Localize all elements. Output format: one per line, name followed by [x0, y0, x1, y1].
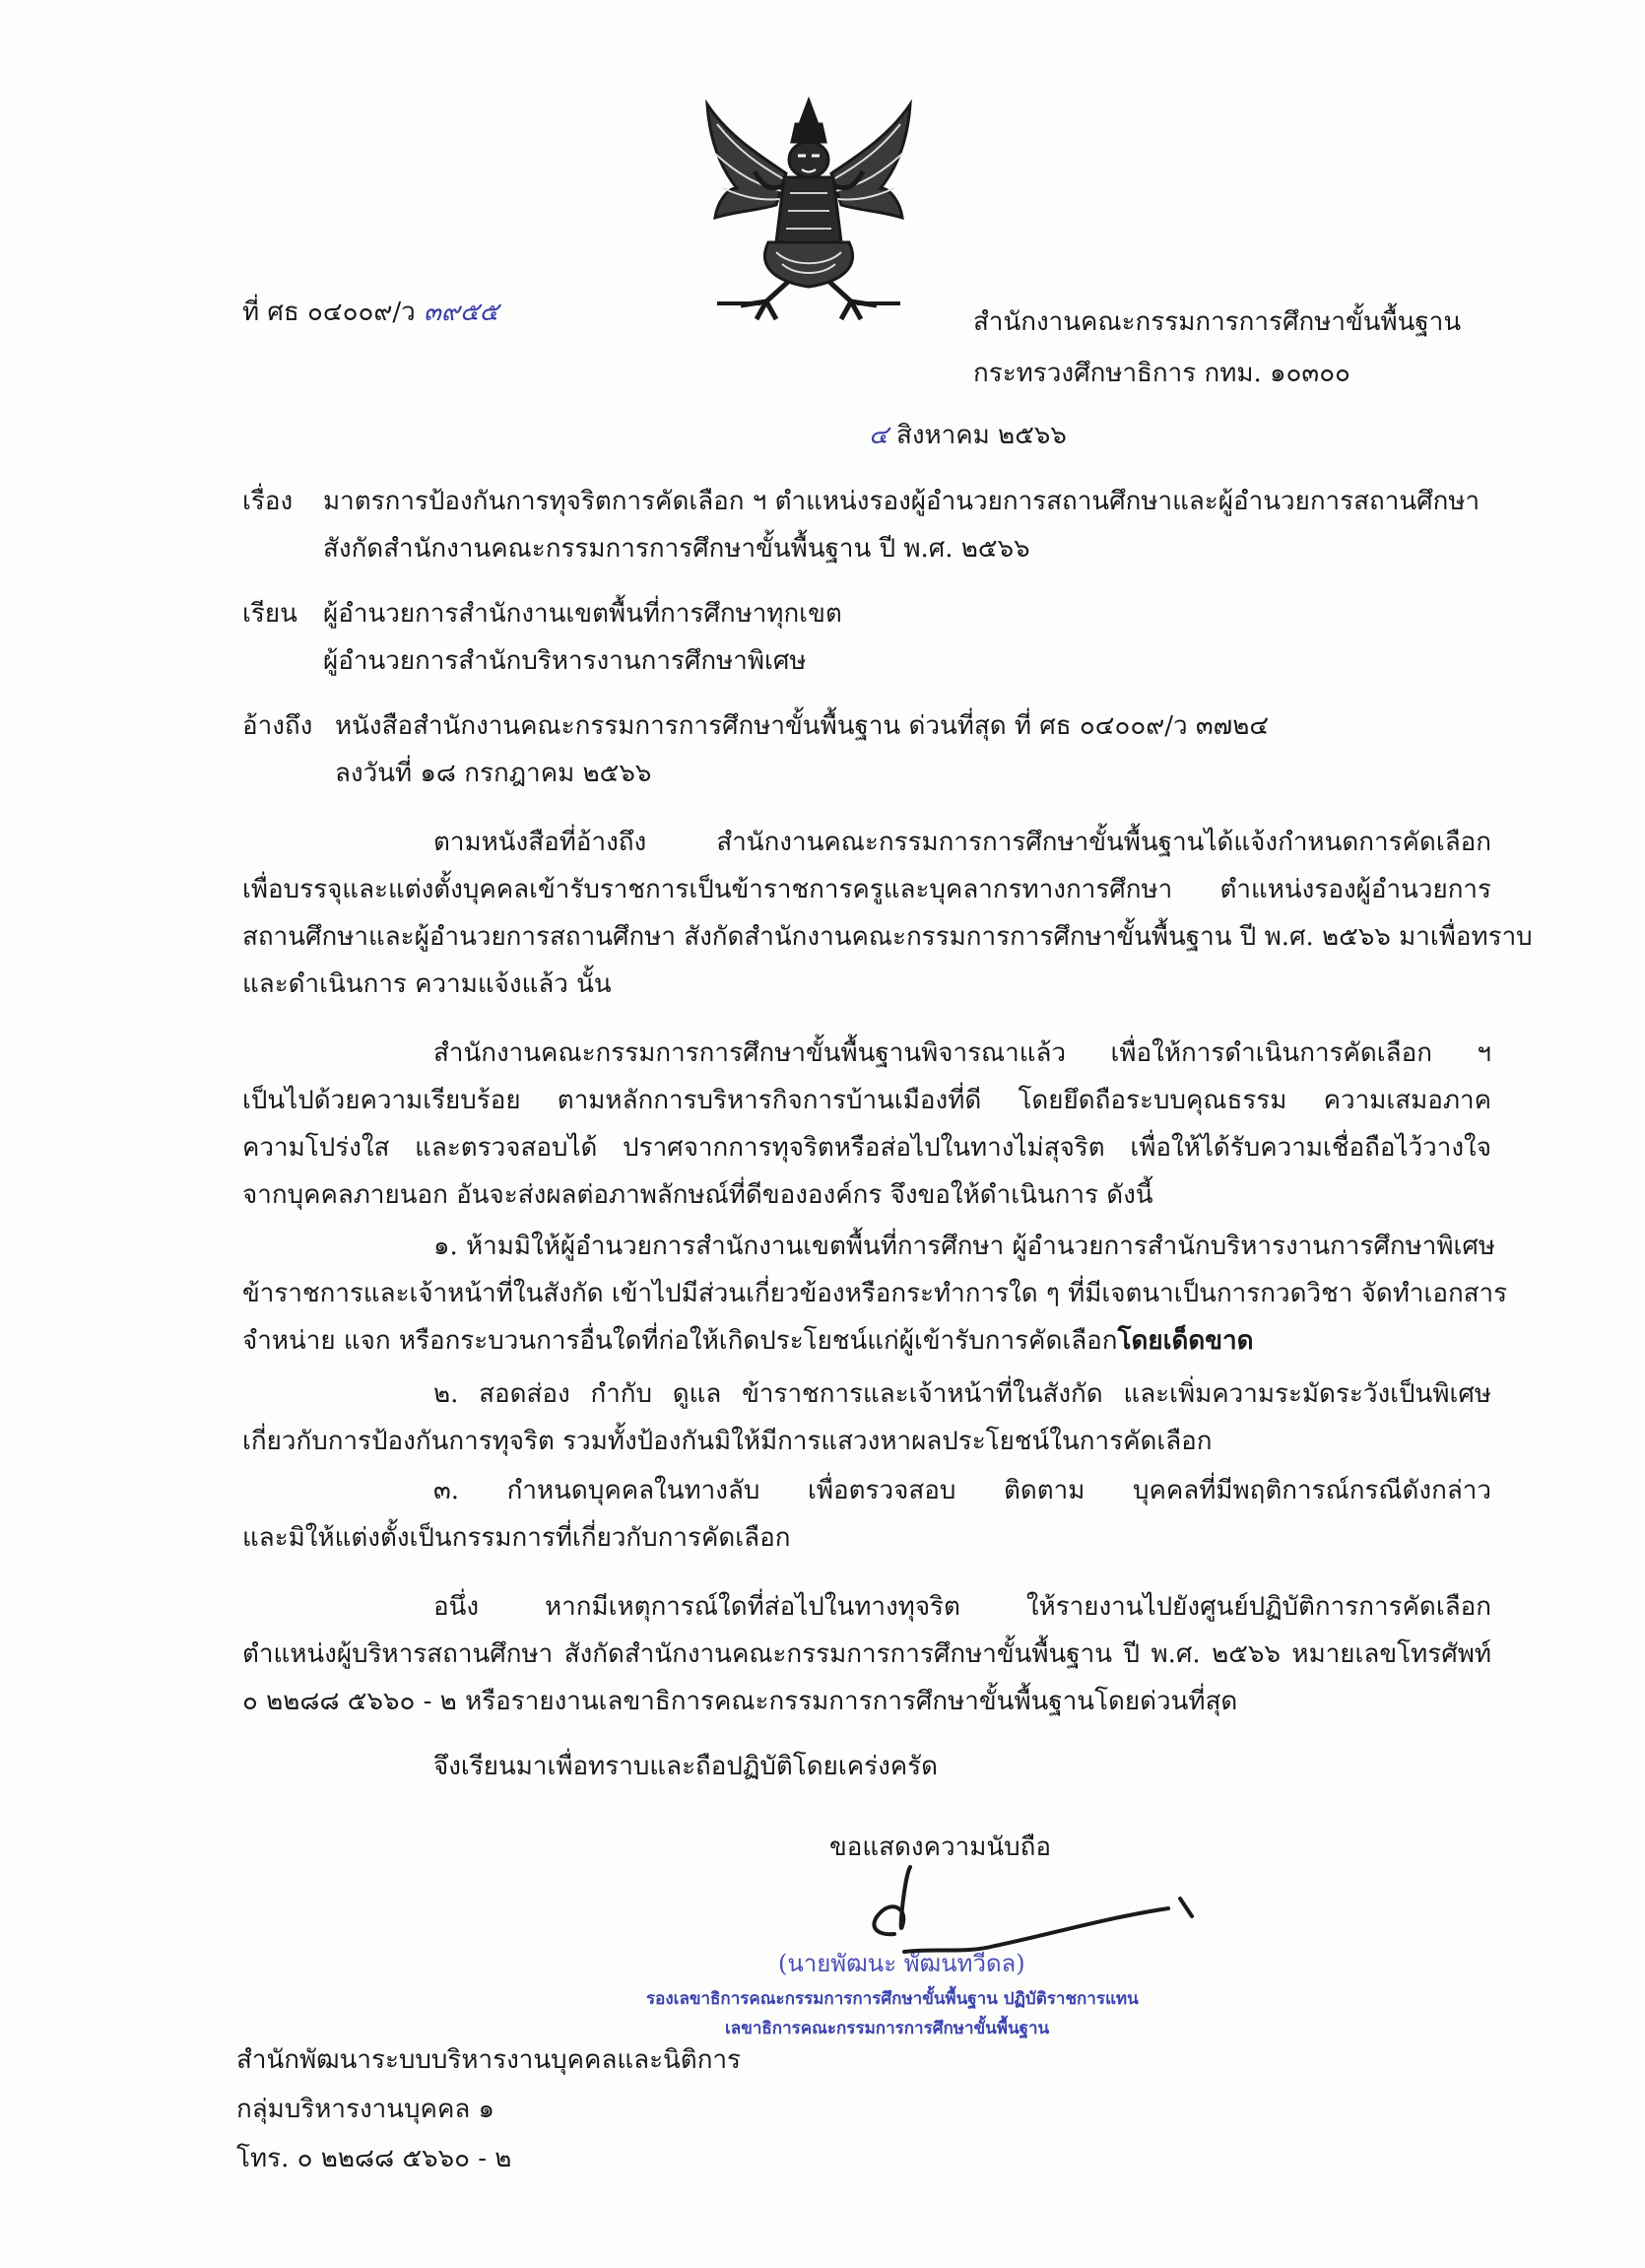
recipient-label: เรียน: [242, 599, 297, 629]
paragraph2-line3: ความโปร่งใส และตรวจสอบได้ ปราศจากการทุจริตหรือส่อไปในทางไม่สุจริต เพื่อให้ได้รับความเชื่อถือไว้วางใจ: [242, 1133, 1491, 1163]
item1-emphasis: โดยเด็ดขาด: [1117, 1326, 1254, 1356]
reference-line2: ลงวันที่ ๑๘ กรกฎาคม ๒๕๖๖: [335, 759, 652, 788]
signatory-title-stamp-line2: เลขาธิการคณะกรรมการการศึกษาขั้นพื้นฐาน: [725, 2019, 1050, 2038]
subject-label: เรื่อง: [242, 487, 294, 516]
paragraph3-line3: ๐ ๒๒๘๘ ๕๖๖๐ - ๒ หรือรายงานเลขาธิการคณะกรรมการการศึกษาขั้นพื้นฐานโดยด่วนที่สุด: [242, 1687, 1238, 1716]
item2-line1: ๒. สอดส่อง กำกับ ดูแล ข้าราชการและเจ้าหน้าที่ในสังกัด และเพิ่มความระมัดระวังเป็นพิเศษ: [433, 1379, 1491, 1409]
issuing-org-line1: สำนักงานคณะกรรมการการศึกษาขั้นพื้นฐาน: [973, 307, 1462, 337]
closing-sentence: จึงเรียนมาเพื่อทราบและถือปฏิบัติโดยเคร่งครัด: [433, 1752, 939, 1781]
footer-group: กลุ่มบริหารงานบุคคล ๑: [236, 2095, 495, 2124]
paragraph2-line2: เป็นไปด้วยความเรียบร้อย ตามหลักการบริหารกิจการบ้านเมืองที่ดี โดยยึดถือระบบคุณธรรม ความเสมอภาค: [242, 1086, 1491, 1115]
paragraph3-line2: ตำแหน่งผู้บริหารสถานศึกษา สังกัดสำนักงานคณะกรรมการการศึกษาขั้นพื้นฐาน ปี พ.ศ. ๒๕๖๖ หมายเลขโทรศัพท์: [242, 1639, 1491, 1669]
subject-line1: มาตรการป้องกันการทุจริตการคัดเลือก ฯ ตำแหน่งรองผู้อำนวยการสถานศึกษาและผู้อำนวยการสถานศึกษา: [323, 487, 1480, 516]
garuda-emblem-icon: [697, 95, 920, 331]
signatory-name: (นายพัฒนะ พัฒนทวีดล): [778, 1950, 1025, 1977]
document-number-handwritten: ๓๙๕๕: [424, 298, 499, 327]
paragraph1-line3: สถานศึกษาและผู้อำนวยการสถานศึกษา สังกัดสำนักงานคณะกรรมการการศึกษาขั้นพื้นฐาน ปี พ.ศ. ๒๕๖๖ มาเพื่อทราบ: [242, 922, 1533, 952]
item1-line3-text: จำหน่าย แจก หรือกระบวนการอื่นใดที่ก่อให้เกิดประโยชน์แก่ผู้เข้ารับการคัดเลือก: [242, 1326, 1118, 1356]
recipient-line2: ผู้อำนวยการสำนักบริหารงานการศึกษาพิเศษ: [323, 646, 807, 676]
subject-line2: สังกัดสำนักงานคณะกรรมการการศึกษาขั้นพื้นฐาน ปี พ.ศ. ๒๕๖๖: [323, 534, 1030, 564]
item1-line3: [242, 1324, 1254, 1358]
paragraph1-line2: เพื่อบรรจุและแต่งตั้งบุคคลเข้ารับราชการเป็นข้าราชการครูและบุคลากรทางการศึกษา ตำแหน่งรองผู้อำนวยการ: [242, 875, 1491, 904]
item1-line2: ข้าราชการและเจ้าหน้าที่ในสังกัด เข้าไปมีส่วนเกี่ยวข้องหรือกระทำการใด ๆ ที่มีเจตนาเป็นการกวดวิชา จัดทำเอกสาร: [242, 1279, 1508, 1308]
regards: ขอแสดงความนับถือ: [829, 1833, 1051, 1862]
issuing-org-line2: กระทรวงศึกษาธิการ กทม. ๑๐๓๐๐: [973, 359, 1350, 388]
paragraph1-line1: ตามหนังสือที่อ้างถึง สำนักงานคณะกรรมการการศึกษาขั้นพื้นฐานได้แจ้งกำหนดการคัดเลือก: [433, 828, 1491, 857]
document-date: [869, 419, 1067, 452]
item1-line1: ๑. ห้ามมิให้ผู้อำนวยการสำนักงานเขตพื้นที่การศึกษา ผู้อำนวยการสำนักบริหารงานการศึกษาพิเศษ: [433, 1232, 1495, 1261]
item2-line2: เกี่ยวกับการป้องกันการทุจริต รวมทั้งป้องกันมิให้มีการแสวงหาผลประโยชน์ในการคัดเลือก: [242, 1427, 1213, 1456]
reference-label: อ้างถึง: [242, 711, 313, 741]
date-month-year: สิงหาคม ๒๕๖๖: [895, 421, 1067, 450]
footer-phone: โทร. ๐ ๒๒๘๘ ๕๖๖๐ - ๒: [236, 2144, 512, 2173]
reference-line1: หนังสือสำนักงานคณะกรรมการการศึกษาขั้นพื้นฐาน ด่วนที่สุด ที่ ศธ ๐๔๐๐๙/ว ๓๗๒๔: [335, 711, 1270, 741]
recipient-line1: ผู้อำนวยการสำนักงานเขตพื้นที่การศึกษาทุกเขต: [323, 599, 842, 629]
item3-line2: และมิให้แต่งตั้งเป็นกรรมการที่เกี่ยวกับการคัดเลือก: [242, 1523, 791, 1553]
paragraph3-line1: อนึ่ง หากมีเหตุการณ์ใดที่ส่อไปในทางทุจริต ให้รายงานไปยังศูนย์ปฏิบัติการการคัดเลือก: [433, 1592, 1491, 1622]
item3-line1: ๓. กำหนดบุคคลในทางลับ เพื่อตรวจสอบ ติดตาม บุคคลที่มีพฤติการณ์กรณีดังกล่าว: [433, 1476, 1491, 1505]
paragraph1-line4: และดำเนินการ ความแจ้งแล้ว นั้น: [242, 969, 612, 999]
document-number: [242, 296, 498, 329]
document-number-prefix: ที่ ศธ ๐๔๐๐๙/ว: [242, 298, 416, 327]
paragraph2-line1: สำนักงานคณะกรรมการการศึกษาขั้นพื้นฐานพิจารณาแล้ว เพื่อให้การดำเนินการคัดเลือก ฯ: [433, 1038, 1491, 1068]
footer-department: สำนักพัฒนาระบบบริหารงานบุคคลและนิติการ: [236, 2045, 742, 2075]
paragraph2-line4: จากบุคคลภายนอก อันจะส่งผลต่อภาพลักษณ์ที่ดีขององค์กร จึงขอให้ดำเนินการ ดังนี้: [242, 1180, 1153, 1210]
signatory-title-stamp-line1: รองเลขาธิการคณะกรรมการการศึกษาขั้นพื้นฐาน ปฏิบัติราชการแทน: [646, 1989, 1139, 2009]
date-day-handwritten: ๔: [869, 421, 888, 450]
